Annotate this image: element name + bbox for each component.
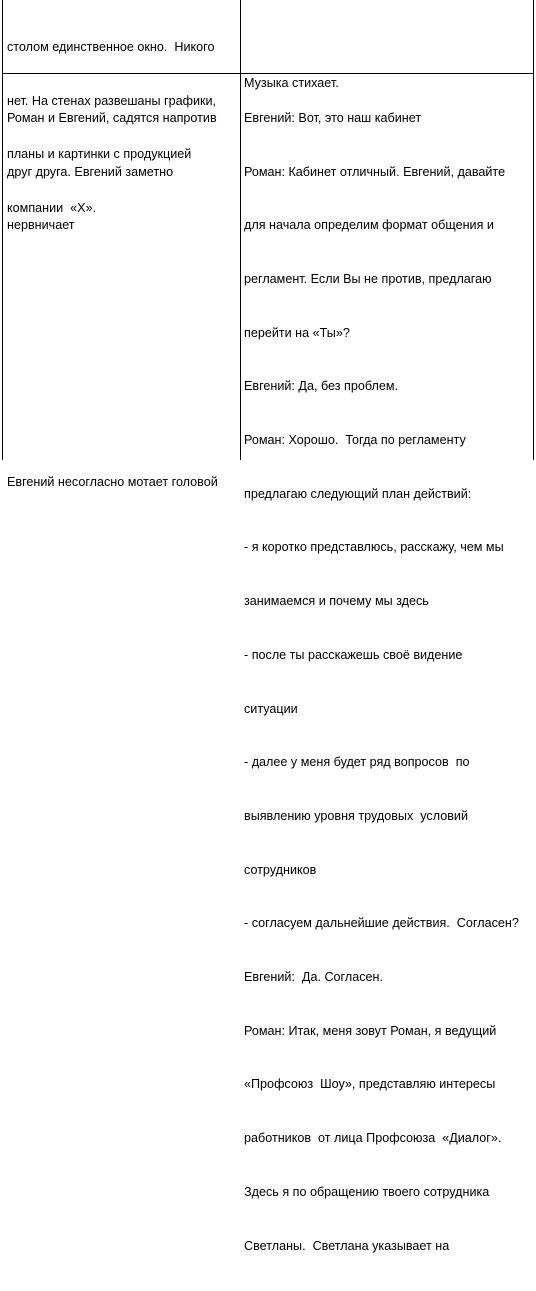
text-line: предлагаю следующий план действий: [244,486,472,501]
text-line: Роман: Кабинет отличный. Евгений, давайте [244,164,506,179]
text-line: сотрудников [244,862,317,877]
table-border-right [533,0,534,460]
row2-script-cell [244,74,519,1291]
row2-stage-bottom [7,438,218,528]
text-line: Музыка стихает. [244,75,339,90]
text-line: перейти на «Ты»? [244,325,350,340]
text-line: Светланы. Светлана указывает на [244,1238,450,1253]
text-line: Роман: Хорошо. Тогда по регламенту [244,433,466,448]
text-line: для начала определим формат общения и [244,218,494,233]
text-line: столом единственное окно. Никого [7,39,215,54]
text-line: друг друга. Евгений заметно [7,164,174,179]
text-line: выявлению уровня трудовых условий [244,808,468,823]
column-divider [240,0,241,460]
text-line: занимаемся и почему мы здесь [244,594,429,609]
text-line: Роман и Евгений, садятся напротив [7,110,217,125]
text-line: нет. На стенах развешаны графики, [7,93,217,108]
text-line: - я коротко представлюсь, расскажу, чем мы [244,540,504,555]
text-line: - далее у меня будет ряд вопросов по [244,755,470,770]
table-border-left [2,0,3,460]
text-line: регламент. Если Вы не против, предлагаю [244,271,492,286]
text-line: Евгений несогласно мотает головой [7,474,218,489]
text-line: Евгений: Вот, это наш кабинет [244,110,422,125]
text-line: Евгений: Да, без проблем. [244,379,399,394]
text-line: работников от лица Профсоюза «Диалог». [244,1131,502,1146]
text-line: - после ты расскажешь своё видение [244,647,463,662]
text-line: Здесь я по обращению твоего сотрудника [244,1184,490,1199]
text-line: Евгений: Да. Согласен. [244,970,383,985]
text-line: компании «Х». [7,200,97,215]
text-line: Роман: Итак, меня зовут Роман, я ведущий [244,1023,497,1038]
text-line: планы и картинки с продукцией [7,147,192,162]
row2-stage-cell [7,74,217,271]
text-line: нервничает [7,218,75,233]
text-line: - согласуем дальнейшие действия. Согласен? [244,916,519,931]
text-line: ситуации [244,701,298,716]
text-line: «Профсоюз Шоу», представляю интересы [244,1077,496,1092]
